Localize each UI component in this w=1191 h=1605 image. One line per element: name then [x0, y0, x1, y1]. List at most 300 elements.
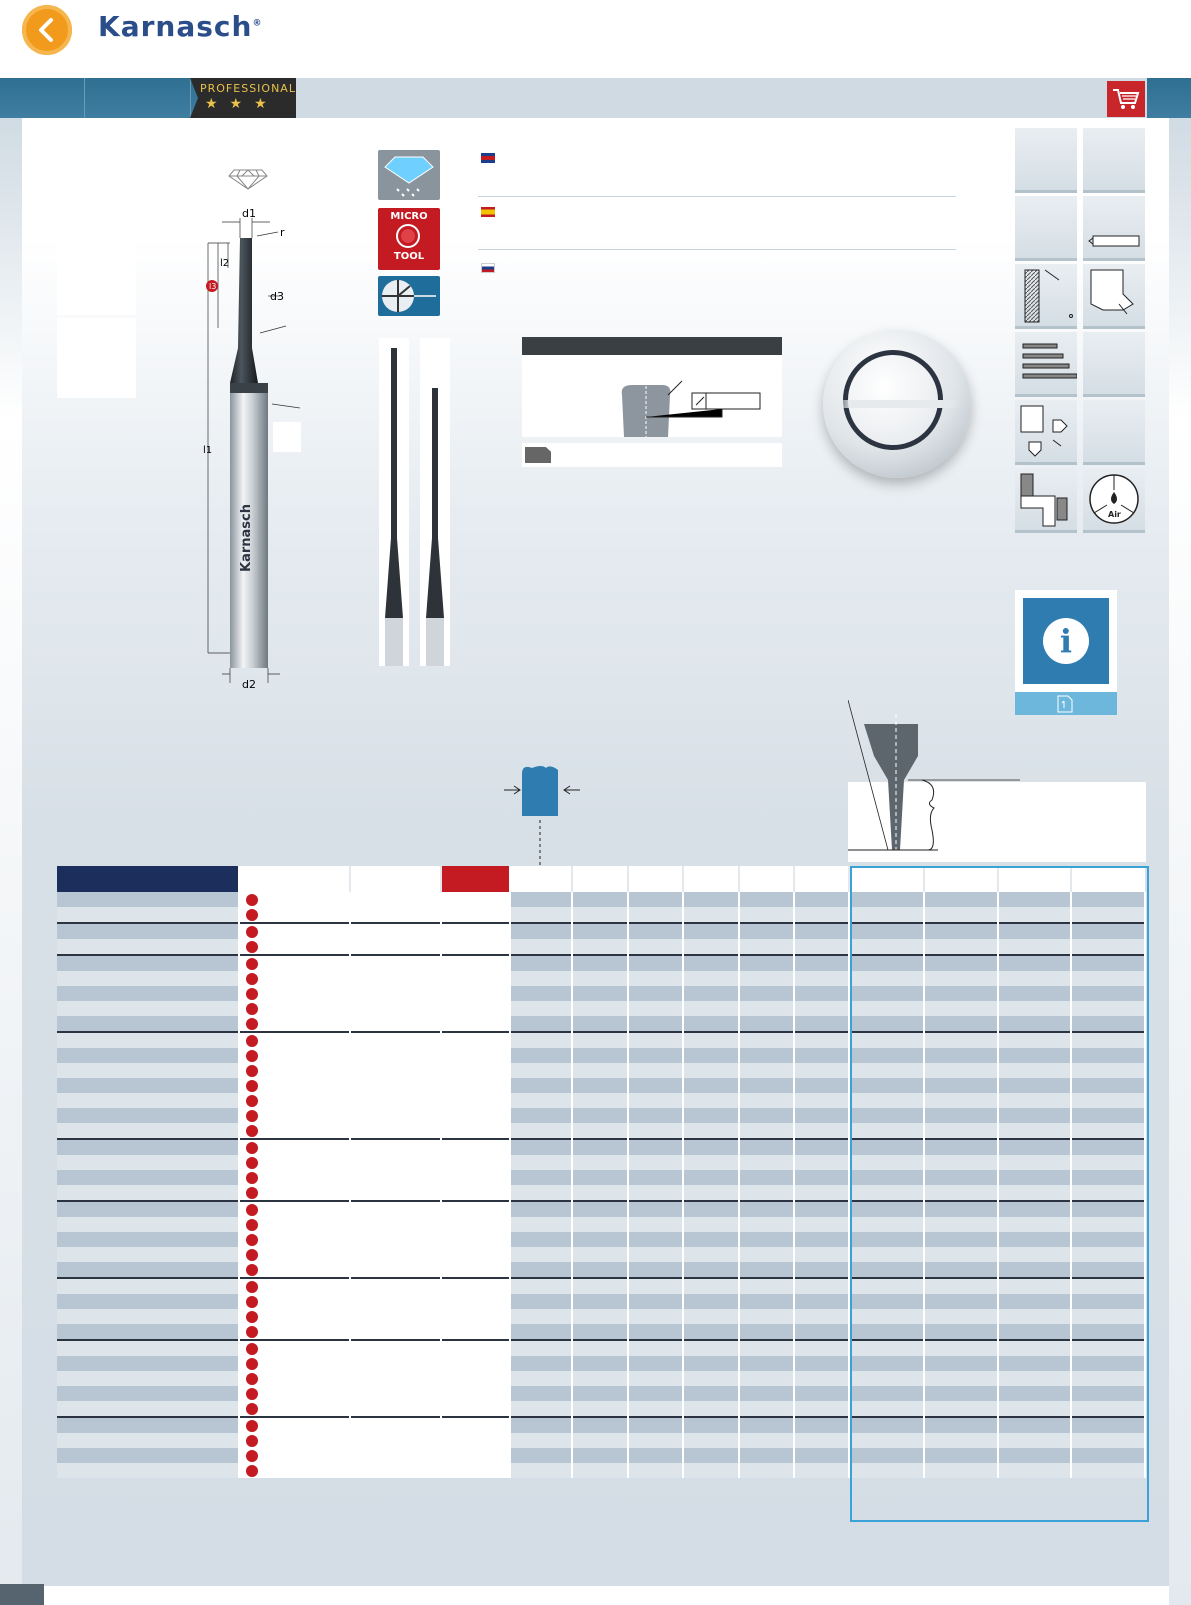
- table-cell: [510, 955, 573, 971]
- table-cell: [57, 955, 239, 971]
- table-cell: [794, 1032, 849, 1048]
- svg-text:Karnasch: Karnasch: [239, 504, 254, 572]
- table-cell: [849, 1217, 924, 1232]
- table-row[interactable]: [57, 1108, 1145, 1123]
- dim-r-label: r: [280, 226, 285, 239]
- table-cell: [794, 1448, 849, 1463]
- table-cell: [683, 1201, 739, 1217]
- col-article: [57, 866, 239, 892]
- stock-indicator-icon: [246, 1110, 258, 1122]
- table-cell: [510, 923, 573, 939]
- stock-indicator-icon: [246, 1249, 258, 1261]
- table-cell: [239, 1309, 350, 1324]
- table-row[interactable]: [57, 1063, 1145, 1078]
- table-cell: [628, 1324, 684, 1340]
- col-l1: [739, 866, 795, 892]
- table-row[interactable]: [57, 1401, 1145, 1417]
- table-cell: [794, 1139, 849, 1155]
- table-cell: [572, 1371, 628, 1386]
- table-cell: [239, 1324, 350, 1340]
- table-cell: [739, 1386, 795, 1401]
- table-row[interactable]: [57, 1262, 1145, 1278]
- table-cell: [572, 986, 628, 1001]
- table-cell: [350, 1032, 441, 1048]
- air-cooling-icon: [1083, 468, 1145, 530]
- cart-button[interactable]: [1107, 81, 1145, 117]
- application-tile-2[interactable]: [1083, 128, 1145, 193]
- table-row[interactable]: [57, 1247, 1145, 1262]
- table-cell: [998, 907, 1071, 923]
- reach-diagram: [848, 700, 1028, 860]
- table-cell: [739, 1217, 795, 1232]
- table-row[interactable]: [57, 955, 1145, 971]
- application-tile-6[interactable]: [1083, 264, 1145, 329]
- category-bar-fill: [296, 78, 1147, 118]
- stock-indicator-icon: [246, 1281, 258, 1293]
- stock-indicator-icon: [246, 909, 258, 921]
- category-tab-2[interactable]: [85, 78, 191, 118]
- table-row[interactable]: [57, 892, 1145, 907]
- back-button[interactable]: [22, 5, 72, 55]
- table-cell: [572, 1063, 628, 1078]
- stock-indicator-icon: [246, 894, 258, 906]
- table-cell: [510, 1340, 573, 1356]
- table-row[interactable]: [57, 1463, 1145, 1478]
- table-row[interactable]: [57, 1309, 1145, 1324]
- table-cell: [998, 1108, 1071, 1123]
- application-tile-9[interactable]: [1015, 400, 1077, 465]
- table-cell: [350, 923, 441, 939]
- end-mill-drawing: [200, 208, 320, 688]
- table-row[interactable]: [57, 1324, 1145, 1340]
- table-cell: [794, 1048, 849, 1063]
- table-cell: [924, 939, 999, 955]
- table-row[interactable]: [57, 1356, 1145, 1371]
- table-row[interactable]: [57, 1294, 1145, 1309]
- table-cell: [849, 1247, 924, 1262]
- table-cell: [849, 1063, 924, 1078]
- table-row[interactable]: [57, 923, 1145, 939]
- stock-indicator-icon: [246, 1326, 258, 1338]
- table-cell: [441, 1340, 510, 1356]
- table-cell: [1071, 1417, 1145, 1433]
- table-cell: [683, 1247, 739, 1262]
- table-cell: [510, 1278, 573, 1294]
- table-row[interactable]: [57, 1016, 1145, 1032]
- table-row[interactable]: [57, 1170, 1145, 1185]
- table-cell: [628, 1232, 684, 1247]
- page-tab: [0, 1584, 44, 1605]
- table-cell: [794, 1063, 849, 1078]
- table-cell: [924, 1108, 999, 1123]
- table-cell: [1071, 1123, 1145, 1139]
- slot-milling-icon: [1015, 264, 1077, 326]
- table-row[interactable]: [57, 1185, 1145, 1201]
- table-row[interactable]: [57, 986, 1145, 1001]
- table-row[interactable]: [57, 1155, 1145, 1170]
- table-cell: [849, 1078, 924, 1093]
- table-cell: [57, 1294, 239, 1309]
- table-cell: [350, 1139, 441, 1155]
- application-tile-1[interactable]: [1015, 128, 1077, 193]
- table-cell: [794, 1386, 849, 1401]
- table-cell: [739, 1001, 795, 1016]
- table-cell: [739, 1078, 795, 1093]
- table-cell: [849, 955, 924, 971]
- diamond-icon: [228, 168, 268, 190]
- table-row[interactable]: [57, 1448, 1145, 1463]
- table-cell: [510, 1448, 573, 1463]
- table-cell: [441, 1155, 510, 1170]
- col-l3: [628, 866, 684, 892]
- table-cell: [239, 1001, 350, 1016]
- category-tab-1[interactable]: [0, 78, 85, 118]
- table-cell: [350, 1401, 441, 1417]
- table-cell: [849, 971, 924, 986]
- table-cell: [1071, 1108, 1145, 1123]
- professional-label: PROFESSIONAL: [200, 82, 296, 95]
- table-cell: [1071, 1309, 1145, 1324]
- stock-indicator-icon: [246, 1373, 258, 1385]
- table-cell: [739, 1123, 795, 1139]
- table-cell: [739, 1247, 795, 1262]
- table-cell: [57, 1185, 239, 1201]
- table-cell: [849, 1340, 924, 1356]
- table-cell: [441, 1032, 510, 1048]
- table-cell: [628, 1463, 684, 1478]
- info-card[interactable]: [1015, 590, 1117, 715]
- table-cell: [510, 1324, 573, 1340]
- table-cell: [998, 1139, 1071, 1155]
- stock-indicator-icon: [246, 1358, 258, 1370]
- table-cell: [441, 986, 510, 1001]
- coating-feature: [378, 150, 440, 200]
- table-cell: [628, 1433, 684, 1448]
- table-cell: [239, 1217, 350, 1232]
- table-row[interactable]: [57, 971, 1145, 986]
- table-row[interactable]: [57, 1048, 1145, 1063]
- table-cell: [350, 1386, 441, 1401]
- stock-indicator-icon: [246, 1080, 258, 1092]
- table-cell: [510, 1001, 573, 1016]
- table-cell: [57, 1278, 239, 1294]
- table-cell: [628, 1078, 684, 1093]
- table-cell: [739, 923, 795, 939]
- table-cell: [998, 971, 1071, 986]
- table-cell: [510, 892, 573, 907]
- table-cell: [441, 1201, 510, 1217]
- stock-indicator-icon: [246, 988, 258, 1000]
- table-cell: [998, 986, 1071, 1001]
- table-cell: [350, 1093, 441, 1108]
- table-cell: [441, 971, 510, 986]
- table-cell: [849, 1032, 924, 1048]
- table-cell: [739, 1232, 795, 1247]
- table-cell: [924, 1356, 999, 1371]
- table-cell: [510, 1386, 573, 1401]
- table-cell: [57, 971, 239, 986]
- table-cell: [739, 1063, 795, 1078]
- table-row[interactable]: [57, 1217, 1145, 1232]
- table-cell: [998, 1093, 1071, 1108]
- table-cell: [350, 1309, 441, 1324]
- application-tile-4[interactable]: [1083, 196, 1145, 261]
- table-cell: [998, 939, 1071, 955]
- stock-indicator-icon: [246, 1403, 258, 1415]
- info-panel: [1023, 598, 1109, 684]
- stock-indicator-icon: [246, 1050, 258, 1062]
- stock-indicator-icon: [246, 1234, 258, 1246]
- application-tile-7[interactable]: [1015, 332, 1077, 397]
- application-tile-3[interactable]: [1015, 196, 1077, 261]
- table-cell: [683, 1294, 739, 1309]
- table-cell: [57, 1401, 239, 1417]
- table-cell: [849, 1324, 924, 1340]
- table-cell: [628, 1032, 684, 1048]
- table-cell: [57, 1123, 239, 1139]
- table-cell: [998, 1155, 1071, 1170]
- table-cell: [683, 939, 739, 955]
- table-cell: [794, 907, 849, 923]
- stock-indicator-icon: [246, 1465, 258, 1477]
- table-cell: [572, 1401, 628, 1417]
- table-cell: [924, 1001, 999, 1016]
- table-cell: [849, 1309, 924, 1324]
- tolerance-note: [522, 443, 782, 467]
- brand-logo: Karnasch®: [98, 10, 263, 43]
- flag-ru-icon: [481, 263, 495, 273]
- table-row[interactable]: [57, 1139, 1145, 1155]
- table-cell: [510, 1232, 573, 1247]
- table-cell: [924, 1417, 999, 1433]
- col-l2: [572, 866, 628, 892]
- table-cell: [998, 1247, 1071, 1262]
- table-cell: [1071, 1278, 1145, 1294]
- table-cell: [441, 1262, 510, 1278]
- table-cell: [683, 1155, 739, 1170]
- table-cell: [239, 939, 350, 955]
- application-tile-10[interactable]: [1083, 400, 1145, 465]
- table-cell: [683, 1262, 739, 1278]
- table-cell: [683, 1123, 739, 1139]
- table-cell: [572, 1309, 628, 1324]
- table-cell: [924, 1170, 999, 1185]
- table-cell: [683, 1217, 739, 1232]
- table-cell: [794, 971, 849, 986]
- table-cell: [510, 1247, 573, 1262]
- table-row[interactable]: [57, 1232, 1145, 1247]
- table-row[interactable]: [57, 1386, 1145, 1401]
- table-cell: [683, 1078, 739, 1093]
- table-cell: [350, 1433, 441, 1448]
- table-cell: [239, 1123, 350, 1139]
- table-row[interactable]: [57, 1433, 1145, 1448]
- table-cell: [572, 939, 628, 955]
- table-cell: [239, 1155, 350, 1170]
- table-cell: [1071, 1185, 1145, 1201]
- application-tile-12[interactable]: [1083, 468, 1145, 533]
- table-cell: [239, 1371, 350, 1386]
- svg-text:Air: Air: [1108, 510, 1121, 519]
- angle-box: [273, 422, 301, 452]
- application-tile-11[interactable]: [1015, 468, 1077, 533]
- table-cell: [57, 1048, 239, 1063]
- geometry-feature: [378, 276, 440, 316]
- table-cell: [849, 923, 924, 939]
- stock-indicator-icon: [246, 1204, 258, 1216]
- table-cell: [57, 1309, 239, 1324]
- lang-separator-1: [478, 196, 956, 197]
- table-cell: [924, 1340, 999, 1356]
- table-cell: [924, 1463, 999, 1478]
- table-cell: [683, 1356, 739, 1371]
- table-cell: [924, 1093, 999, 1108]
- tool-holder-icon: [1083, 196, 1145, 258]
- table-cell: [924, 971, 999, 986]
- table-cell: [794, 1093, 849, 1108]
- table-cell: [57, 1001, 239, 1016]
- table-cell: [849, 1001, 924, 1016]
- table-cell: [350, 1063, 441, 1078]
- table-cell: [849, 1401, 924, 1417]
- table-cell: [239, 1016, 350, 1032]
- table-row[interactable]: [57, 1417, 1145, 1433]
- table-cell: [57, 1262, 239, 1278]
- table-cell: [794, 1278, 849, 1294]
- table-cell: [849, 1016, 924, 1032]
- table-row[interactable]: [57, 1078, 1145, 1093]
- table-cell: [1071, 1078, 1145, 1093]
- table-cell: [739, 1448, 795, 1463]
- table-cell: [572, 1340, 628, 1356]
- table-cell: [57, 892, 239, 907]
- table-cell: [849, 1123, 924, 1139]
- stock-indicator-icon: [246, 1187, 258, 1199]
- table-cell: [924, 1401, 999, 1417]
- table-cell: [739, 1155, 795, 1170]
- table-cell: [794, 1356, 849, 1371]
- table-cell: [350, 1278, 441, 1294]
- table-cell: [849, 1232, 924, 1247]
- table-cell: [924, 1386, 999, 1401]
- table-cell: [683, 1032, 739, 1048]
- col-d3: [683, 866, 739, 892]
- table-cell: [849, 1294, 924, 1309]
- table-cell: [57, 939, 239, 955]
- table-cell: [57, 1032, 239, 1048]
- table-cell: [350, 1448, 441, 1463]
- table-cell: [739, 907, 795, 923]
- table-row[interactable]: [57, 1201, 1145, 1217]
- table-cell: [924, 1433, 999, 1448]
- table-cell: [572, 1448, 628, 1463]
- table-cell: [849, 892, 924, 907]
- table-cell: [683, 1324, 739, 1340]
- table-cell: [628, 907, 684, 923]
- table-cell: [510, 1108, 573, 1123]
- dim-d1-label: d1: [242, 208, 256, 220]
- table-cell: [628, 1108, 684, 1123]
- table-cell: [572, 971, 628, 986]
- application-tile-5[interactable]: [1015, 264, 1077, 329]
- table-row[interactable]: [57, 1093, 1145, 1108]
- application-tile-8[interactable]: [1083, 332, 1145, 397]
- table-cell: [683, 1371, 739, 1386]
- table-cell: [57, 1063, 239, 1078]
- table-cell: [57, 907, 239, 923]
- stock-indicator-icon: [246, 1264, 258, 1276]
- table-cell: [794, 923, 849, 939]
- table-cell: [683, 1063, 739, 1078]
- table-cell: [1071, 971, 1145, 986]
- table-cell: [441, 1417, 510, 1433]
- table-cell: [239, 1201, 350, 1217]
- table-cell: [998, 1401, 1071, 1417]
- table-cell: [794, 1371, 849, 1386]
- table-cell: [1071, 1262, 1145, 1278]
- table-row[interactable]: [57, 907, 1145, 923]
- rating-stars: ★★★: [205, 96, 279, 112]
- table-cell: [739, 1170, 795, 1185]
- spec-box-1: [57, 152, 136, 232]
- shank-clamp-icon: [502, 764, 582, 874]
- table-cell: [572, 1001, 628, 1016]
- table-cell: [239, 1078, 350, 1093]
- table-cell: [849, 939, 924, 955]
- right-margin: [1169, 118, 1191, 1605]
- table-cell: [441, 1401, 510, 1417]
- table-cell: [510, 1185, 573, 1201]
- table-cell: [924, 1016, 999, 1032]
- table-cell: [239, 986, 350, 1001]
- table-cell: [794, 1016, 849, 1032]
- table-row[interactable]: [57, 1032, 1145, 1048]
- table-row[interactable]: [57, 1278, 1145, 1294]
- table-cell: [350, 986, 441, 1001]
- table-row[interactable]: [57, 1340, 1145, 1356]
- table-cell: [441, 1294, 510, 1309]
- stock-indicator-icon: [246, 973, 258, 985]
- table-cell: [739, 955, 795, 971]
- table-cell: [1071, 1371, 1145, 1386]
- table-cell: [239, 1278, 350, 1294]
- table-cell: [57, 1078, 239, 1093]
- table-cell: [628, 1309, 684, 1324]
- table-cell: [1071, 1247, 1145, 1262]
- table-cell: [572, 1278, 628, 1294]
- table-cell: [1071, 1386, 1145, 1401]
- table-row[interactable]: [57, 1001, 1145, 1016]
- table-row[interactable]: [57, 1123, 1145, 1139]
- table-cell: [739, 892, 795, 907]
- table-row[interactable]: [57, 1371, 1145, 1386]
- table-cell: [350, 1463, 441, 1478]
- cross-section-icon: [378, 276, 440, 316]
- table-cell: [239, 1433, 350, 1448]
- table-cell: [628, 1155, 684, 1170]
- table-cell: [239, 907, 350, 923]
- table-cell: [924, 907, 999, 923]
- table-cell: [849, 1262, 924, 1278]
- spec-box-3: [57, 318, 136, 398]
- table-cell: [794, 1324, 849, 1340]
- table-cell: [510, 1170, 573, 1185]
- table-cell: [441, 1278, 510, 1294]
- table-row[interactable]: [57, 939, 1145, 955]
- table-cell: [794, 1108, 849, 1123]
- stock-indicator-icon: [246, 941, 258, 953]
- stock-indicator-icon: [246, 1003, 258, 1015]
